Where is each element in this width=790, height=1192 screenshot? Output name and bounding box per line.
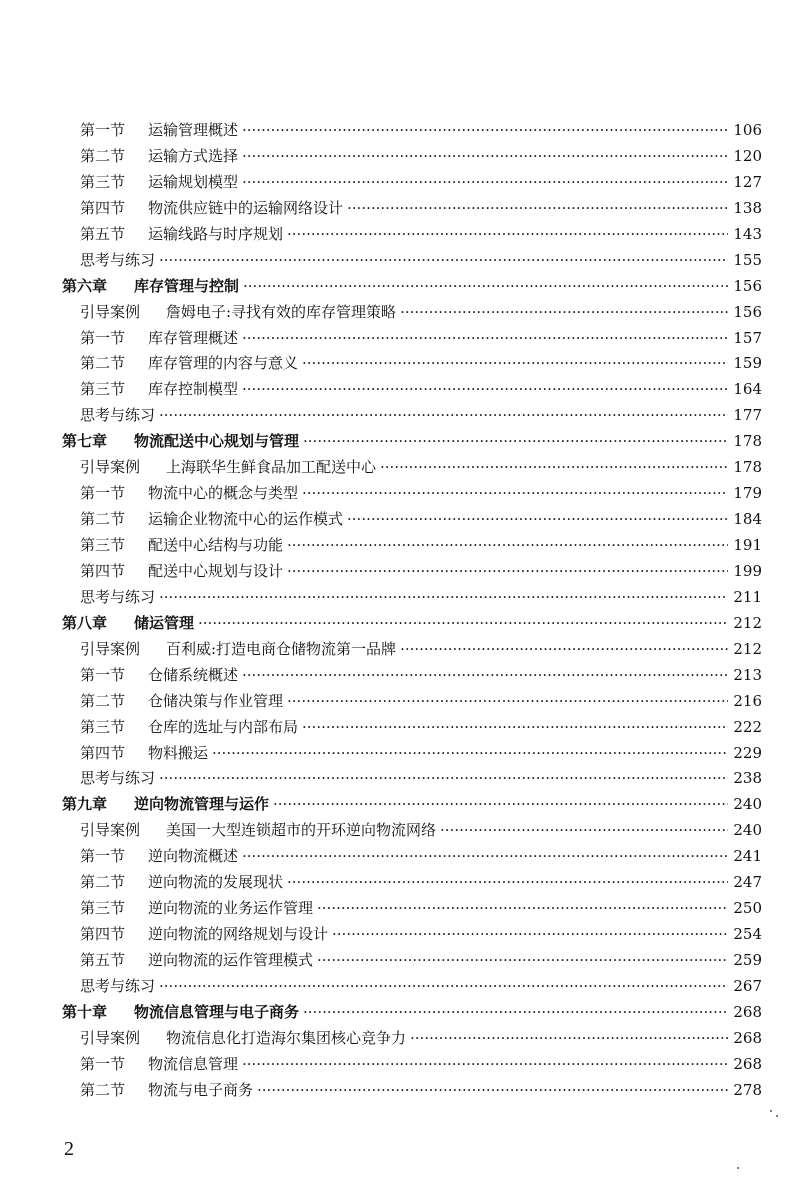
toc-entry-label xyxy=(62,611,194,637)
dot-leader xyxy=(242,118,728,144)
toc-section-entry[interactable] xyxy=(62,766,762,792)
toc-entry-number: 第二节 xyxy=(80,873,126,892)
toc-entry-page: 259 xyxy=(733,951,762,969)
toc-entry-label xyxy=(80,481,298,507)
toc-entry-page: 164 xyxy=(733,380,762,399)
dot-leader xyxy=(159,766,728,792)
toc-section-entry[interactable] xyxy=(62,481,762,507)
toc-entry-number: 第三节 xyxy=(80,899,126,918)
page-number: 2 xyxy=(64,1138,74,1160)
toc-entry-label xyxy=(80,922,328,948)
toc-entry-number: 第七章 xyxy=(62,432,108,451)
toc-section-entry[interactable] xyxy=(62,663,762,689)
toc-entry-number: 第八章 xyxy=(62,613,108,632)
dot-leader xyxy=(302,481,728,507)
toc-section-entry[interactable] xyxy=(62,377,762,403)
dot-leader xyxy=(242,144,728,170)
toc-entry-page: 212 xyxy=(733,639,762,658)
toc-entry-label xyxy=(80,300,396,326)
toc-chapter-entry[interactable] xyxy=(62,611,762,637)
toc-entry-label xyxy=(62,274,239,300)
toc-entry-number: 第二节 xyxy=(80,354,126,373)
toc-entry-title: 物流与电子商务 xyxy=(148,1080,254,1099)
toc-entry-label xyxy=(80,715,298,741)
toc-entry-page: 211 xyxy=(733,587,762,606)
toc-entry-page: 222 xyxy=(733,717,762,736)
toc-entry-number: 第一节 xyxy=(80,328,126,347)
toc-section-entry[interactable] xyxy=(62,144,762,170)
toc-section-entry[interactable] xyxy=(62,715,762,741)
toc-entry-title: 思考与练习 xyxy=(80,587,156,606)
toc-entry-label xyxy=(80,637,396,663)
toc-section-entry[interactable] xyxy=(62,403,762,429)
toc-section-entry[interactable] xyxy=(62,948,762,974)
dot-leader xyxy=(303,429,728,455)
toc-entry-number: 引导案例 xyxy=(80,302,141,321)
toc-case-entry[interactable] xyxy=(62,1026,762,1052)
toc-section-entry[interactable] xyxy=(62,248,762,274)
dot-leader xyxy=(287,689,728,715)
toc-entry-page: 216 xyxy=(733,691,762,710)
dot-leader xyxy=(287,870,728,896)
toc-chapter-entry[interactable] xyxy=(62,429,762,455)
dot-leader xyxy=(317,948,728,974)
toc-entry-page: 127 xyxy=(733,172,762,191)
toc-section-entry[interactable] xyxy=(62,1078,762,1104)
toc-entry-label xyxy=(80,196,343,222)
toc-entry-number: 引导案例 xyxy=(80,1028,141,1047)
toc-chapter-entry[interactable] xyxy=(62,274,762,300)
toc-entry-number: 第二节 xyxy=(80,1080,126,1099)
toc-entry-page: 240 xyxy=(733,795,762,814)
scan-speck xyxy=(737,1167,739,1169)
toc-entry-label xyxy=(80,377,238,403)
toc-entry-page: 278 xyxy=(733,1080,762,1099)
toc-chapter-entry[interactable] xyxy=(62,792,762,818)
toc-entry-page: 229 xyxy=(733,743,762,762)
dot-leader xyxy=(242,377,728,403)
toc-entry-label xyxy=(80,144,238,170)
toc-entry-label xyxy=(80,766,155,792)
toc-entry-title: 思考与练习 xyxy=(80,406,156,425)
toc-entry-label xyxy=(80,403,155,429)
toc-case-entry[interactable] xyxy=(62,818,762,844)
toc-entry-number: 第二节 xyxy=(80,691,126,710)
toc-entry-title: 物流信息管理 xyxy=(148,1054,239,1073)
toc-section-entry[interactable] xyxy=(62,974,762,1000)
toc-entry-number: 第二节 xyxy=(80,510,126,529)
dot-leader xyxy=(400,637,728,663)
dot-leader xyxy=(380,455,728,481)
dot-leader xyxy=(242,170,728,196)
dot-leader xyxy=(159,403,728,429)
toc-entry-page: 143 xyxy=(733,224,762,243)
toc-entry-label xyxy=(80,741,208,767)
toc-entry-label xyxy=(80,948,313,974)
dot-leader xyxy=(287,533,728,559)
toc-entry-page: 199 xyxy=(733,561,762,580)
toc-entry-page: 177 xyxy=(733,406,762,425)
toc-entry-number: 第六章 xyxy=(62,276,108,295)
toc-entry-title: 上海联华生鲜食品加工配送中心 xyxy=(166,458,377,477)
toc-entry-title: 逆向物流的运作管理模式 xyxy=(148,951,314,969)
toc-section-entry[interactable] xyxy=(62,196,762,222)
toc-entry-label xyxy=(80,818,436,844)
toc-entry-label xyxy=(80,326,238,352)
dot-leader xyxy=(347,507,728,533)
dot-leader xyxy=(159,248,728,274)
toc-entry-page: 268 xyxy=(733,1054,762,1073)
toc-entry-number: 引导案例 xyxy=(80,458,141,477)
toc-section-entry[interactable] xyxy=(62,844,762,870)
toc-entry-title: 物流中心的概念与类型 xyxy=(148,484,299,503)
toc-entry-number: 第三节 xyxy=(80,717,126,736)
dot-leader xyxy=(287,559,728,585)
toc-entry-number: 第四节 xyxy=(80,561,126,580)
dot-leader xyxy=(242,844,728,870)
toc-entry-title: 逆向物流的发展现状 xyxy=(148,873,284,892)
toc-entry-number: 第九章 xyxy=(62,795,108,814)
toc-entry-page: 179 xyxy=(733,484,762,503)
toc-entry-page: 178 xyxy=(733,432,762,451)
toc-entry-number: 第四节 xyxy=(80,925,126,944)
dot-leader xyxy=(302,351,728,377)
toc-entry-number: 第二节 xyxy=(80,146,126,165)
toc-entry-title: 逆向物流的网络规划与设计 xyxy=(148,925,329,944)
toc-entry-title: 思考与练习 xyxy=(80,976,156,995)
dot-leader xyxy=(332,922,728,948)
toc-section-entry[interactable] xyxy=(62,222,762,248)
toc-entry-title: 物流配送中心规划与管理 xyxy=(134,432,300,451)
toc-entry-label xyxy=(80,1078,253,1104)
dot-leader xyxy=(287,222,728,248)
toc-case-entry[interactable] xyxy=(62,300,762,326)
toc-entry-title: 詹姆电子:寻找有效的库存管理策略 xyxy=(166,302,397,321)
toc-entry-page: 156 xyxy=(733,302,762,321)
toc-entry-number: 第五节 xyxy=(80,951,126,969)
toc-entry-title: 配送中心规划与设计 xyxy=(148,561,284,580)
toc-entry-label xyxy=(80,507,343,533)
toc-section-entry[interactable] xyxy=(62,326,762,352)
toc-section-entry[interactable] xyxy=(62,507,762,533)
toc-entry-page: 268 xyxy=(733,1002,762,1021)
toc-entry-page: 250 xyxy=(733,899,762,918)
toc-entry-page: 184 xyxy=(733,510,762,529)
toc-entry-label xyxy=(80,559,283,585)
toc-entry-title: 逆向物流管理与运作 xyxy=(134,795,270,814)
toc-entry-title: 仓储系统概述 xyxy=(148,665,239,684)
toc-entry-label xyxy=(80,585,155,611)
toc-entry-label xyxy=(80,1026,406,1052)
toc-entry-title: 库存管理概述 xyxy=(148,328,239,347)
dot-leader xyxy=(159,585,728,611)
toc-entry-title: 思考与练习 xyxy=(80,769,156,788)
toc-entry-number: 第一节 xyxy=(80,665,126,684)
toc-entry-title: 仓储决策与作业管理 xyxy=(148,691,284,710)
toc-entry-page: 106 xyxy=(733,121,762,139)
toc-chapter-entry[interactable] xyxy=(62,1000,762,1026)
dot-leader xyxy=(400,300,728,326)
toc-entry-page: 191 xyxy=(733,536,762,554)
dot-leader xyxy=(242,663,728,689)
toc-entry-label xyxy=(80,118,238,144)
toc-entry-page: 155 xyxy=(733,250,762,269)
toc-entry-number: 第一节 xyxy=(80,484,126,503)
toc-entry-title: 库存控制模型 xyxy=(148,380,239,399)
toc-entry-page: 138 xyxy=(733,198,762,217)
table-of-contents xyxy=(62,118,762,1104)
toc-entry-number: 第五节 xyxy=(80,224,126,243)
dot-leader xyxy=(242,326,728,352)
toc-entry-page: 212 xyxy=(733,613,762,632)
toc-entry-page: 268 xyxy=(733,1028,762,1047)
toc-entry-number: 第三节 xyxy=(80,380,126,399)
toc-entry-number: 第一节 xyxy=(80,121,126,139)
toc-entry-number: 引导案例 xyxy=(80,821,141,840)
toc-entry-number: 第三节 xyxy=(80,172,126,191)
toc-entry-title: 美国一大型连锁超市的开环逆向物流网络 xyxy=(166,821,437,840)
toc-entry-page: 267 xyxy=(733,976,762,995)
toc-entry-number: 第一节 xyxy=(80,1054,126,1073)
toc-entry-label xyxy=(80,533,283,559)
toc-entry-title: 库存管理与控制 xyxy=(134,276,240,295)
toc-entry-page: 240 xyxy=(733,821,762,840)
toc-entry-title: 物料搬运 xyxy=(148,743,209,762)
scan-speck xyxy=(770,1110,772,1112)
toc-entry-label xyxy=(80,455,376,481)
toc-entry-label xyxy=(80,870,283,896)
toc-entry-page: 159 xyxy=(733,354,762,373)
toc-entry-label xyxy=(80,689,283,715)
dot-leader xyxy=(410,1026,728,1052)
toc-entry-label xyxy=(80,351,298,377)
dot-leader xyxy=(317,896,728,922)
toc-case-entry[interactable] xyxy=(62,637,762,663)
toc-entry-title: 配送中心结构与功能 xyxy=(148,536,284,554)
toc-entry-label xyxy=(80,170,238,196)
dot-leader xyxy=(440,818,728,844)
toc-entry-label xyxy=(80,1052,238,1078)
toc-entry-page: 157 xyxy=(733,328,762,347)
dot-leader xyxy=(159,974,728,1000)
dot-leader xyxy=(212,741,728,767)
toc-entry-label xyxy=(80,248,155,274)
toc-entry-title: 思考与练习 xyxy=(80,250,156,269)
toc-entry-page: 254 xyxy=(733,925,762,944)
toc-entry-label xyxy=(62,792,269,818)
toc-entry-page: 238 xyxy=(733,769,762,788)
toc-entry-title: 百利威:打造电商仓储物流第一品牌 xyxy=(166,639,397,658)
toc-entry-label xyxy=(80,222,283,248)
toc-entry-page: 241 xyxy=(733,847,762,866)
toc-entry-title: 仓库的选址与内部布局 xyxy=(148,717,299,736)
toc-entry-title: 运输规划模型 xyxy=(148,172,239,191)
toc-section-entry[interactable] xyxy=(62,870,762,896)
toc-entry-title: 运输企业物流中心的运作模式 xyxy=(148,510,344,529)
dot-leader xyxy=(242,1052,728,1078)
toc-section-entry[interactable] xyxy=(62,585,762,611)
toc-section-entry[interactable] xyxy=(62,170,762,196)
toc-entry-title: 逆向物流的业务运作管理 xyxy=(148,899,314,918)
toc-entry-title: 储运管理 xyxy=(134,613,195,632)
toc-entry-title: 物流信息管理与电子商务 xyxy=(134,1002,300,1021)
dot-leader xyxy=(198,611,728,637)
toc-entry-number: 第十章 xyxy=(62,1002,108,1021)
toc-section-entry[interactable] xyxy=(62,896,762,922)
toc-entry-title: 物流供应链中的运输网络设计 xyxy=(148,198,344,217)
toc-entry-label xyxy=(62,429,299,455)
toc-section-entry[interactable] xyxy=(62,533,762,559)
toc-section-entry[interactable] xyxy=(62,559,762,585)
dot-leader xyxy=(273,792,728,818)
scan-speck xyxy=(776,1115,778,1117)
toc-entry-number: 引导案例 xyxy=(80,639,141,658)
toc-entry-page: 213 xyxy=(733,665,762,684)
toc-section-entry[interactable] xyxy=(62,689,762,715)
dot-leader xyxy=(243,274,728,300)
toc-entry-label xyxy=(80,896,313,922)
toc-entry-title: 库存管理的内容与意义 xyxy=(148,354,299,373)
toc-section-entry[interactable] xyxy=(62,1052,762,1078)
toc-section-entry[interactable] xyxy=(62,922,762,948)
toc-entry-number: 第三节 xyxy=(80,536,126,554)
toc-case-entry[interactable] xyxy=(62,455,762,481)
toc-entry-page: 247 xyxy=(733,873,762,892)
toc-entry-number: 第四节 xyxy=(80,198,126,217)
toc-entry-title: 运输方式选择 xyxy=(148,146,239,165)
toc-section-entry[interactable] xyxy=(62,118,762,144)
toc-entry-title: 物流信息化打造海尔集团核心竞争力 xyxy=(166,1028,407,1047)
toc-entry-number: 第一节 xyxy=(80,847,126,866)
toc-entry-number: 第四节 xyxy=(80,743,126,762)
toc-entry-label xyxy=(62,1000,299,1026)
toc-entry-page: 156 xyxy=(733,276,762,295)
toc-entry-title: 运输管理概述 xyxy=(148,121,239,139)
dot-leader xyxy=(257,1078,728,1104)
toc-entry-label xyxy=(80,663,238,689)
toc-section-entry[interactable] xyxy=(62,351,762,377)
toc-entry-page: 120 xyxy=(733,146,762,165)
toc-entry-label xyxy=(80,844,238,870)
dot-leader xyxy=(302,715,728,741)
toc-entry-title: 逆向物流概述 xyxy=(148,847,239,866)
dot-leader xyxy=(347,196,728,222)
toc-entry-label xyxy=(80,974,155,1000)
dot-leader xyxy=(303,1000,728,1026)
toc-entry-page: 178 xyxy=(733,458,762,477)
toc-section-entry[interactable] xyxy=(62,741,762,767)
toc-entry-title: 运输线路与时序规划 xyxy=(148,224,284,243)
